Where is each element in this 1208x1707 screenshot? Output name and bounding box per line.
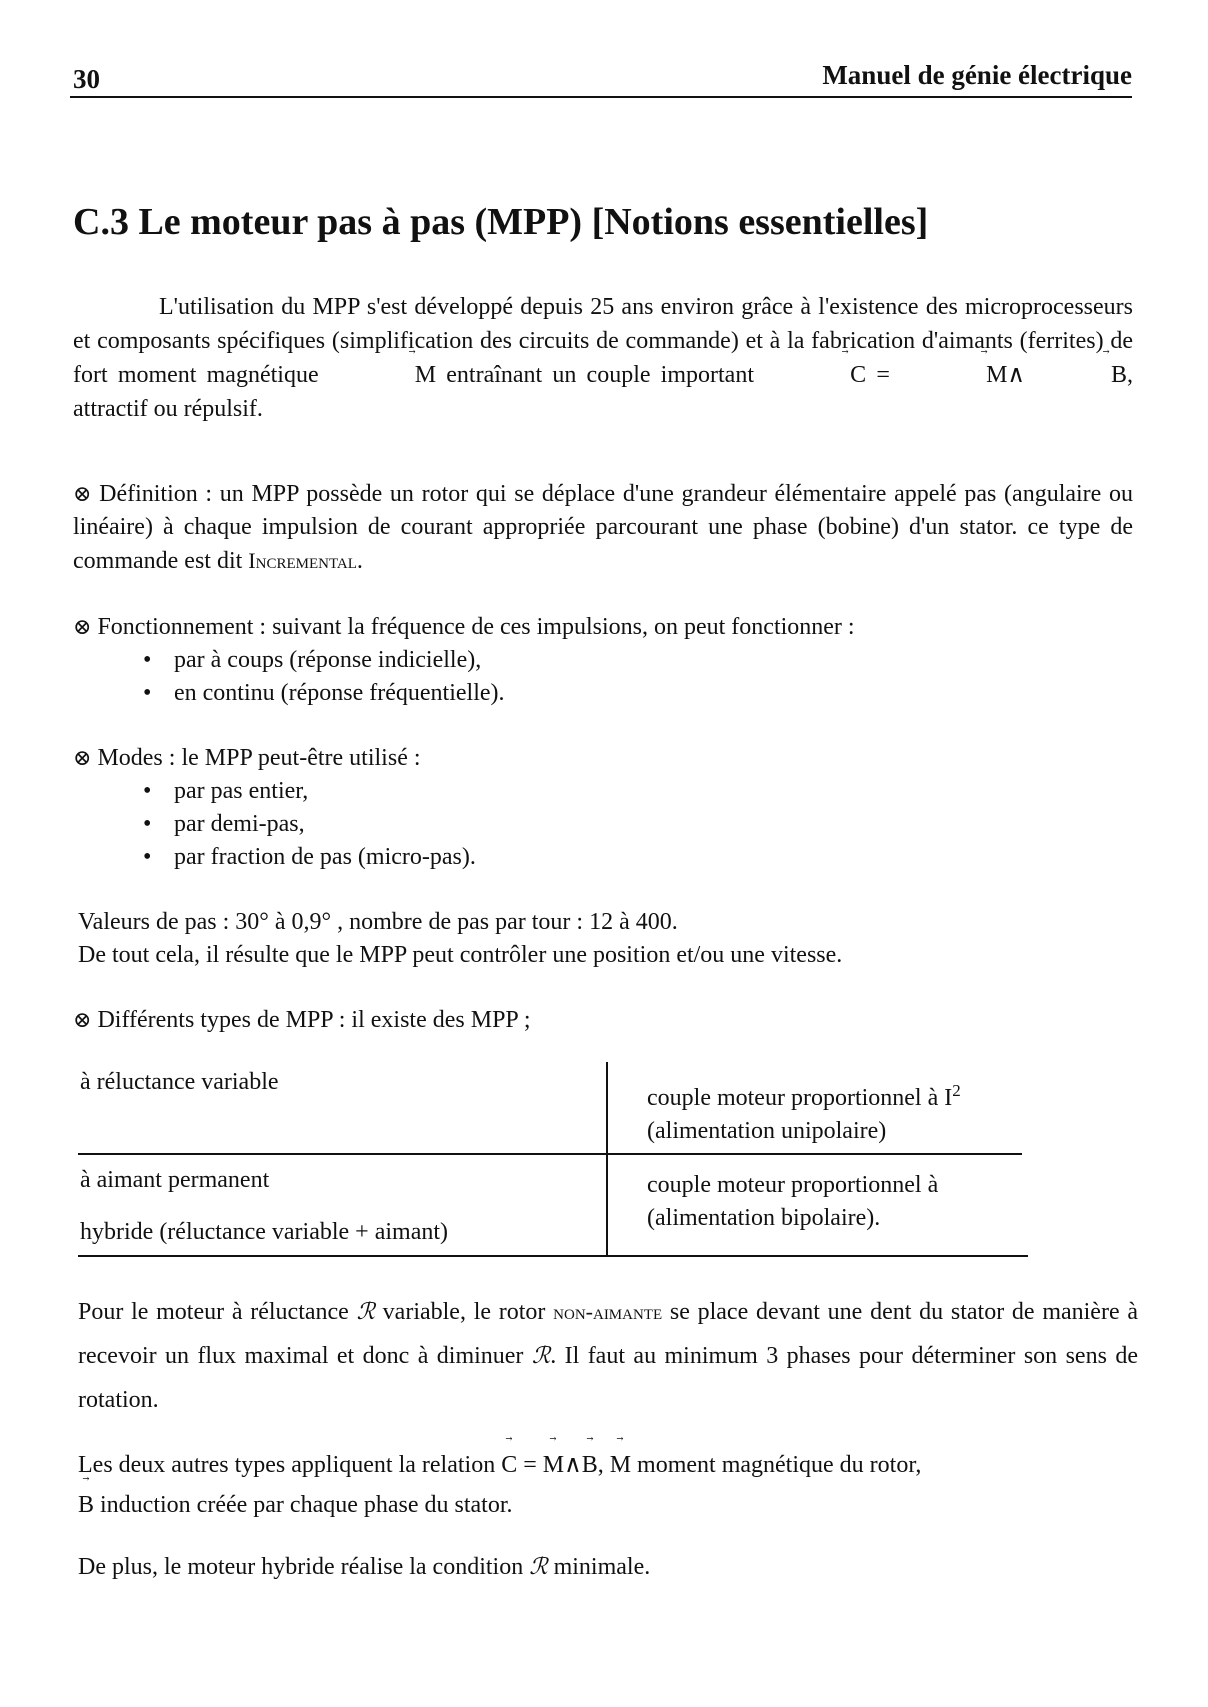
fonctionnement-list [143, 644, 1133, 710]
list-item: • par à coups (réponse indicielle), [143, 644, 1133, 677]
alimentation-text: (alimentation unipolaire) [647, 1118, 887, 1144]
valeurs-paragraph [78, 906, 1138, 972]
reluctance-symbol: ℛ [356, 1299, 375, 1325]
reluctance-symbol: ℛ [531, 1343, 551, 1369]
circled-times-icon: ⊗ [73, 482, 92, 507]
table-cell-couple-1 [647, 1074, 961, 1148]
modes-paragraph [73, 742, 1133, 874]
types-text: Différents types de MPP : il existe des MPP ; [91, 1007, 531, 1033]
equals-sign: = [866, 362, 901, 388]
autres-text: moment magnétique du rotor, [631, 1452, 922, 1478]
list-item: • en continu (réponse fréquentielle). [143, 677, 1133, 710]
autres-text: induction créée par chaque phase du stator. [94, 1492, 513, 1518]
vector-m: → M [900, 358, 1007, 392]
valeurs-line: De tout cela, il résulte que le MPP peut contrôler une position et/ou une vitesse. [78, 942, 843, 968]
reluctance-text: . Il faut au minimum 3 phases pour déterminer son sens de rotation. [78, 1343, 1138, 1413]
reluctance-paragraph [78, 1290, 1138, 1422]
vector-c: → C [764, 358, 866, 392]
intro-text: L'utilisation du MPP s'est développé depuis 25 ans environ grâce à l'existence des microprocesseurs et composants spécifiques (simplification des circuits de commande) et à la fabrication d'aimants (ferrites) de fort moment magnétique [73, 294, 1133, 388]
table-cell-couple-2 [647, 1169, 938, 1235]
vector-b: → B [78, 1485, 94, 1525]
wedge-symbol: ∧ [564, 1452, 582, 1478]
modes-text: Modes : le MPP peut-être utilisé : [91, 745, 421, 771]
autres-text: , [597, 1452, 610, 1478]
reluctance-symbol: ℛ [529, 1554, 548, 1580]
equals-sign: = [517, 1452, 543, 1478]
hybride-text: De plus, le moteur hybride réalise la condition [78, 1554, 530, 1580]
incremental-keyword: Incremental [248, 548, 357, 573]
fonctionnement-paragraph [73, 611, 1133, 710]
vector-m: → M [543, 1445, 564, 1485]
section-title: C.3 Le moteur pas à pas (MPP) [Notions essentielles] [73, 201, 929, 243]
hybride-text: minimale. [547, 1554, 651, 1580]
circled-times-icon: ⊗ [73, 615, 92, 640]
definition-end: . [356, 548, 363, 574]
valeurs-line: Valeurs de pas : 30° à 0,9° , nombre de pas par tour : 12 à 400. [78, 909, 678, 935]
hybride-paragraph [78, 1551, 1138, 1584]
intro-paragraph [73, 290, 1133, 426]
couple-text: couple moteur proportionnel à I [647, 1085, 953, 1111]
non-aimante-keyword: non-aimante [553, 1299, 663, 1324]
table-vertical-rule [606, 1062, 608, 1255]
autres-text: Les deux autres types appliquent la relation [78, 1452, 502, 1478]
autres-line-2 [78, 1485, 1138, 1525]
table-bottom-rule [78, 1255, 1028, 1257]
modes-heading [73, 742, 1133, 775]
running-header-title: Manuel de génie électrique [822, 60, 1132, 90]
definition-text: Définition : un MPP possède un rotor qui se déplace d'une grandeur élémentaire appelé pas (angulaire ou linéaire) à chaque impulsion de courant appropriée parcourant une phase (bobine) d'un stator. ce type de commande est dit [73, 481, 1133, 574]
table-row-rule [78, 1153, 1022, 1155]
fonctionnement-text: Fonctionnement : suivant la fréquence de ces impulsions, on peut fonctionner : [91, 614, 855, 640]
list-item: • par demi-pas, [143, 808, 1133, 841]
wedge-symbol: ∧ [1007, 362, 1025, 388]
table-cell-type-aimant: à aimant permanent [80, 1167, 270, 1193]
couple-text: couple moteur proportionnel à [647, 1172, 939, 1198]
definition-paragraph [73, 478, 1133, 578]
circled-times-icon: ⊗ [73, 746, 92, 771]
reluctance-text: se place devant une dent du stator de manière à recevoir un flux maximal et donc à diminuer [78, 1299, 1138, 1369]
header-rule [70, 96, 1132, 98]
exponent: 2 [952, 1081, 961, 1100]
list-item: • par pas entier, [143, 775, 1133, 808]
table-cell-type-reluctance: à réluctance variable [80, 1069, 279, 1095]
circled-times-icon: ⊗ [73, 1008, 92, 1033]
autres-types-paragraph [78, 1445, 1138, 1525]
autres-line-1 [78, 1445, 1138, 1485]
vector-b: → B [582, 1445, 598, 1485]
table-cell-type-hybride: hybride (réluctance variable + aimant) [80, 1219, 449, 1245]
fonctionnement-heading [73, 611, 1133, 644]
alimentation-text: (alimentation bipolaire). [647, 1205, 881, 1231]
vector-m: → M [610, 1445, 631, 1485]
types-heading [73, 1004, 1133, 1037]
modes-list [143, 775, 1133, 874]
page-number: 30 [73, 64, 100, 94]
intro-text: entraînant un couple important [436, 362, 765, 388]
vector-c: → C [501, 1445, 517, 1485]
list-item: • par fraction de pas (micro-pas). [143, 841, 1133, 874]
reluctance-text: Pour le moteur à réluctance [78, 1299, 357, 1325]
mpp-types-table [78, 1062, 1028, 1258]
reluctance-text: variable, le rotor [374, 1299, 554, 1325]
vector-m: → M [329, 358, 436, 392]
intro-text: , attractif ou répulsif. [73, 362, 1133, 422]
vector-b: → B [1025, 358, 1127, 392]
